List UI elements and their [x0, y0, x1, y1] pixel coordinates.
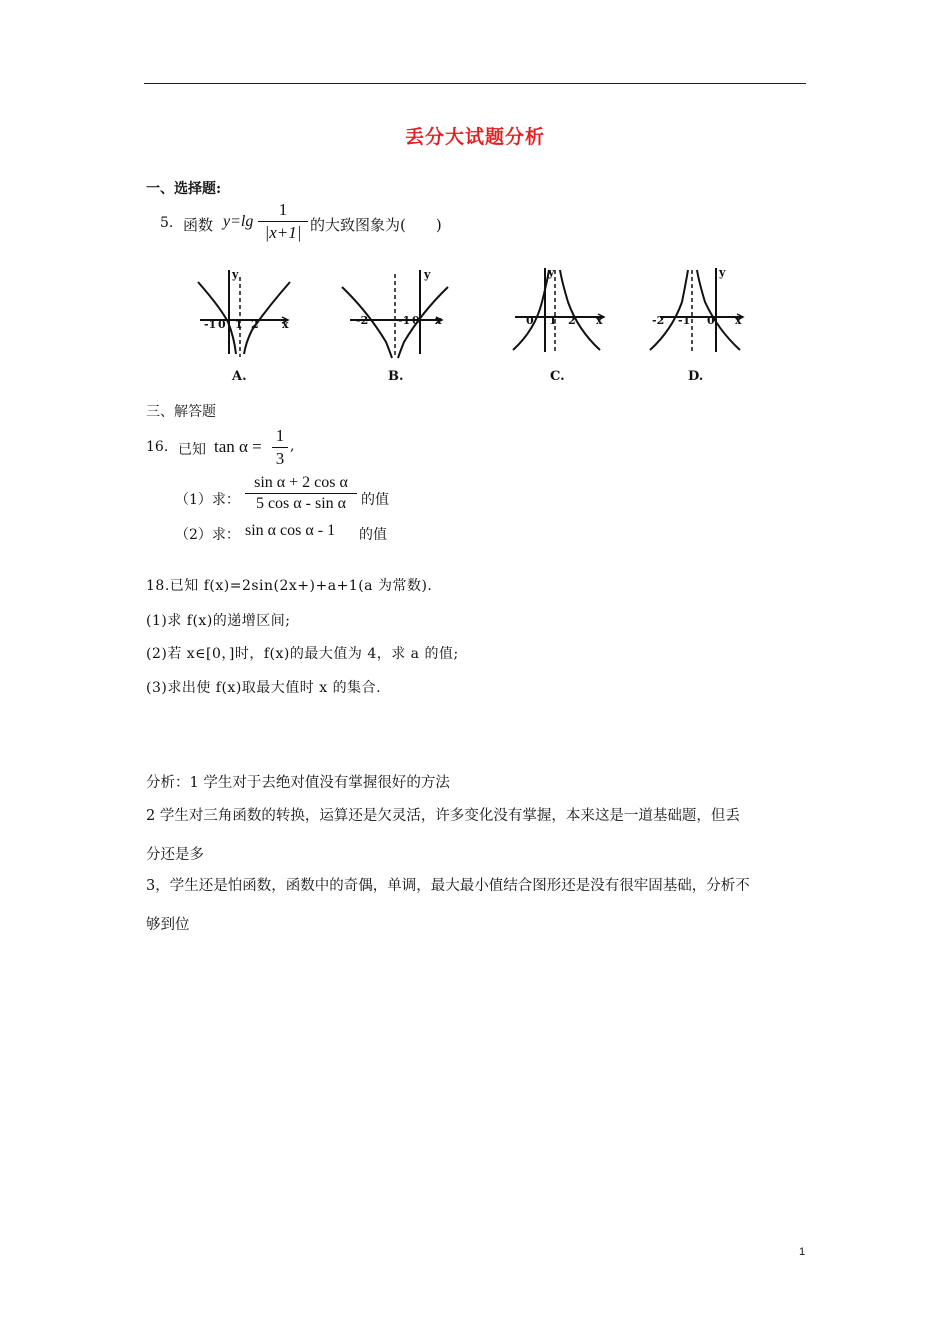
graph-b-x-label: x [435, 314, 442, 327]
graph-a-y-label: y [232, 268, 239, 281]
graph-a-tick-0: 0 [218, 318, 226, 331]
analysis-line-3: 分还是多 [146, 847, 204, 863]
q16-part1 [175, 474, 475, 524]
graph-c-x-label: x [596, 314, 603, 327]
graph-c-tick-0: 0 [526, 314, 534, 327]
graph-d-x-label: x [735, 314, 742, 327]
q16-part2 [175, 522, 475, 546]
q16-p1-den: 5 cos α - sin α [255, 495, 347, 512]
graph-d-y-label: y [719, 266, 726, 279]
graph-a-tick-2: 2 [251, 318, 259, 331]
graph-b-y-label: y [424, 268, 431, 281]
graph-b-tick-neg1: -1 [398, 314, 411, 327]
analysis-line-5: 够到位 [146, 917, 190, 933]
option-d-label: D. [688, 369, 704, 384]
option-b-label: B. [388, 369, 404, 384]
option-a-label: A. [232, 369, 247, 384]
q18-line-3: (3)求出使 f(x)取最大值时 x 的集合. [146, 680, 382, 696]
q5-frac-den: |x+1| [264, 223, 302, 242]
q16-p2-expr: sin α cos α - 1 [245, 522, 336, 539]
page-title: 丢分大试题分析 [404, 126, 545, 148]
question-16 [146, 426, 546, 476]
graph-d-tick-0: 0 [707, 314, 715, 327]
q5-graphs [190, 262, 760, 387]
page-number: 1 [799, 1246, 806, 1258]
graph-b-tick-neg2: -2 [356, 314, 369, 327]
graph-a [198, 270, 290, 357]
q16-p1-fraction [245, 474, 357, 513]
graph-d-tick-neg2: -2 [652, 314, 665, 327]
header-rule [144, 83, 806, 84]
q18-line-0: 18.已知 f(x)=2sin(2x+)+a+1(a 为常数). [146, 578, 433, 594]
q5-frac-num: 1 [278, 200, 288, 219]
section-answer-heading: 三、解答题 [146, 404, 216, 420]
graph-a-tick-neg1: -1 [204, 318, 217, 331]
q16-prefix: 已知 [178, 442, 206, 458]
analysis-line-4: 3，学生还是怕函数，函数中的奇偶，单调，最大最小值结合图形还是没有很牢固基础，分析不 [146, 878, 750, 894]
q16-tan: tan α = [214, 437, 262, 456]
graph-c [513, 268, 604, 354]
analysis-line-2: 2 学生对三角函数的转换，运算还是欠灵活，许多变化没有掌握，本来这是一道基础题，但丢 [146, 808, 740, 824]
q16-tan-den: 3 [275, 449, 285, 468]
q5-func: y=lg [223, 213, 254, 230]
q16-p1-label: （1）求： [175, 492, 240, 508]
graph-d-tick-neg1: -1 [678, 314, 691, 327]
analysis-line-1: 分析：1 学生对于去绝对值没有掌握很好的方法 [146, 775, 450, 791]
q5-fraction [258, 200, 308, 243]
graph-c-tick-1: 1 [549, 314, 557, 327]
section-choice-heading: 一、选择题: [146, 181, 222, 197]
q16-tan-fraction [272, 426, 288, 469]
q16-tan-suffix: , [290, 438, 295, 454]
q16-tan-num: 1 [275, 426, 285, 445]
q16-number: 16. [146, 439, 169, 455]
q5-suffix: 的大致图象为( ) [310, 216, 442, 234]
q18-line-1: (1)求 f(x)的递增区间; [146, 613, 291, 629]
q16-p1-suffix: 的值 [361, 492, 389, 508]
q5-prefix: 函数 [183, 216, 214, 234]
graph-a-tick-1: 1 [235, 318, 243, 331]
option-c-label: C. [550, 369, 565, 384]
graph-d [650, 268, 743, 354]
q5-number: 5. [160, 215, 174, 231]
graph-b-tick-0: 0 [412, 314, 420, 327]
graph-c-tick-2: 2 [568, 314, 576, 327]
graph-c-y-label: y [548, 266, 555, 279]
q16-p2-suffix: 的值 [359, 527, 387, 543]
q18-line-2: (2)若 x∈[0，]时，f(x)的最大值为 4，求 a 的值; [146, 646, 459, 662]
q16-p1-num: sin α + 2 cos α [254, 474, 348, 491]
q16-p2-label: （2）求： [175, 527, 240, 543]
graph-a-x-label: x [282, 318, 289, 331]
